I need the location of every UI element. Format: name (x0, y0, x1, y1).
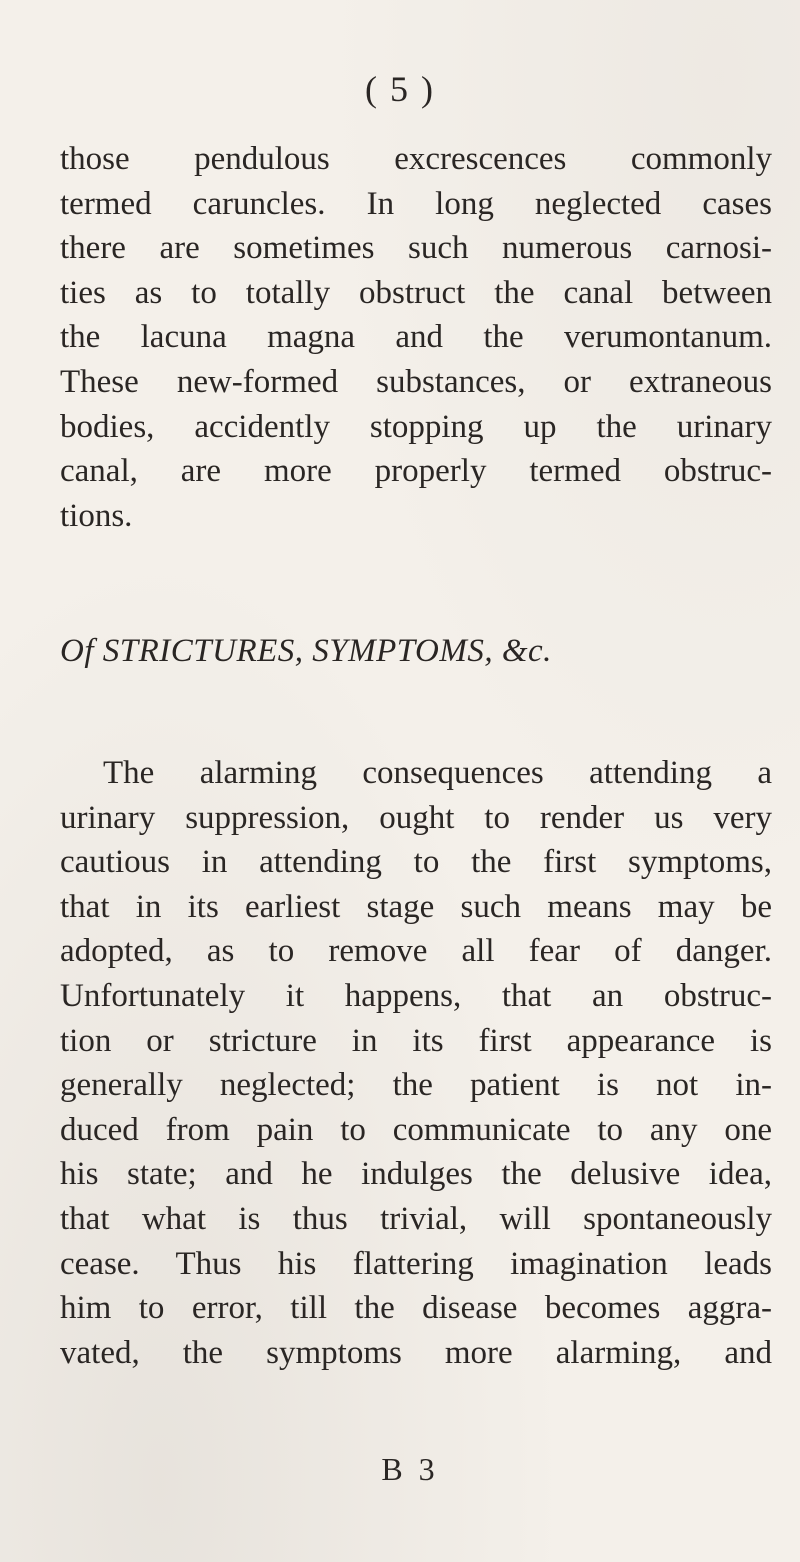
text-line: cease. Thus his flattering imagination leads (60, 1245, 772, 1282)
text-line: canal, are more properly termed obstruc- (60, 453, 772, 490)
text-line: those pendulous excrescences commonly (60, 141, 772, 177)
text-line: adopted, as to remove all fear of danger. (60, 933, 772, 970)
text-line: that in its earliest stage such means may be (60, 888, 772, 925)
text-line: These new-formed substances, or extraneous (60, 363, 772, 400)
text-line: The alarming consequences attending a (103, 755, 772, 791)
text-line: tion or stricture in its first appearance is (60, 1022, 772, 1059)
text-line: duced from pain to communicate to any one (60, 1111, 772, 1148)
text-line: his state; and he indulges the delusive idea, (60, 1156, 772, 1193)
text-line: Unfortunately it happens, that an obstruc- (60, 977, 772, 1014)
text-line: him to error, till the disease becomes aggra- (60, 1290, 772, 1327)
text-line: generally neglected; the patient is not in- (60, 1067, 772, 1104)
page-number: ( 5 ) (365, 69, 435, 109)
text-line: there are sometimes such numerous carnosi- (60, 230, 772, 267)
text-line: ties as to totally obstruct the canal between (60, 274, 772, 311)
paragraph-strictures (60, 751, 772, 1375)
text-line: bodies, accidently stopping up the urinary (60, 408, 772, 445)
text-line: termed caruncles. In long neglected cases (60, 185, 772, 222)
text-line: the lacuna magna and the verumontanum. (60, 319, 772, 356)
text-line: tions. (60, 497, 133, 534)
text-line: urinary suppression, ought to render us very (60, 799, 772, 836)
text-line: vated, the symptoms more alarming, and (60, 1334, 772, 1371)
text-line: cautious in attending to the first symptoms, (60, 844, 772, 881)
paragraph-caruncles (60, 137, 772, 538)
text-line: that what is thus trivial, will spontaneously (60, 1200, 772, 1237)
section-heading: Of STRICTURES, SYMPTOMS, &c. (60, 633, 552, 669)
signature-mark: B 3 (381, 1451, 439, 1487)
